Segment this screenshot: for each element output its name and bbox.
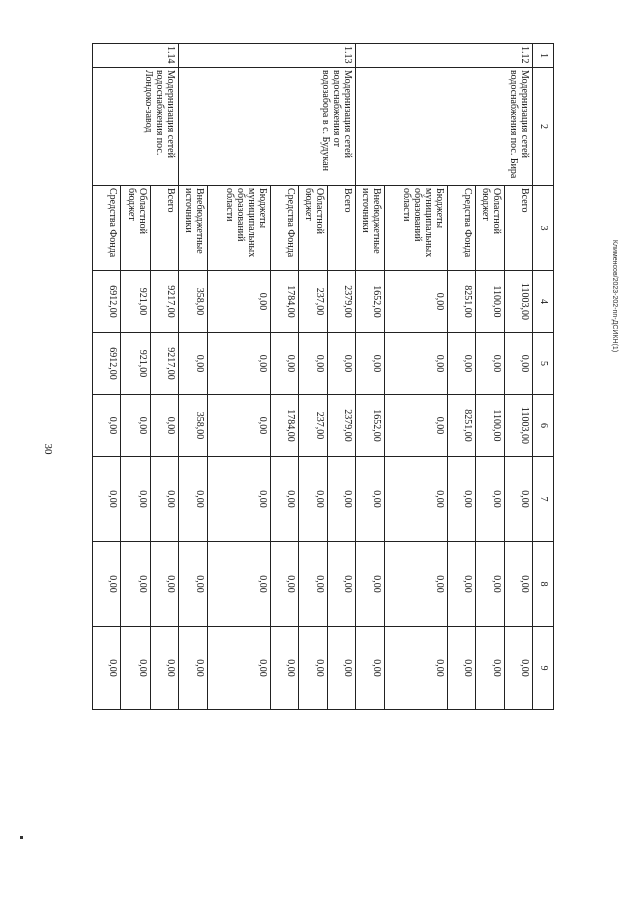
amount-cell: 1652,00 <box>356 395 385 457</box>
funding-source: Бюджеты муниципальных образований области <box>207 186 270 271</box>
table-frame <box>92 43 554 709</box>
table-row <box>327 44 355 710</box>
rotated-table <box>92 43 554 709</box>
amount-cell: 0,00 <box>356 457 385 542</box>
amount-cell: 11003,00 <box>505 271 533 333</box>
amount-cell: 6912,00 <box>93 271 121 333</box>
col-header: 3 <box>533 186 554 271</box>
funding-source: Всего <box>505 186 533 271</box>
amount-cell: 0,00 <box>178 333 207 395</box>
amount-cell: 0,00 <box>298 627 327 710</box>
amount-cell: 0,00 <box>385 395 448 457</box>
amount-cell: 0,00 <box>121 542 150 627</box>
table-row <box>505 44 533 710</box>
amount-cell: 0,00 <box>476 542 505 627</box>
amount-cell: 0,00 <box>270 627 298 710</box>
amount-cell: 2379,00 <box>327 271 355 333</box>
amount-cell: 358,00 <box>178 395 207 457</box>
amount-cell: 0,00 <box>505 333 533 395</box>
amount-cell: 0,00 <box>121 457 150 542</box>
col-header: 8 <box>533 542 554 627</box>
col-header: 1 <box>533 44 554 68</box>
amount-cell: 6912,00 <box>93 333 121 395</box>
amount-cell: 0,00 <box>356 542 385 627</box>
amount-cell: 0,00 <box>207 271 270 333</box>
amount-cell: 1100,00 <box>476 395 505 457</box>
amount-cell: 0,00 <box>298 457 327 542</box>
col-header: 7 <box>533 457 554 542</box>
amount-cell: 0,00 <box>448 457 476 542</box>
amount-cell: 0,00 <box>327 627 355 710</box>
item-number: 1.13 <box>178 44 355 68</box>
amount-cell: 237,00 <box>298 271 327 333</box>
table-body <box>93 44 554 710</box>
amount-cell: 0,00 <box>178 542 207 627</box>
amount-cell: 1100,00 <box>476 271 505 333</box>
amount-cell: 921,00 <box>121 271 150 333</box>
funding-source: Всего <box>150 186 178 271</box>
header-row <box>533 44 554 710</box>
amount-cell: 0,00 <box>207 395 270 457</box>
amount-cell: 0,00 <box>476 457 505 542</box>
amount-cell: 0,00 <box>327 542 355 627</box>
amount-cell: 0,00 <box>505 542 533 627</box>
amount-cell: 0,00 <box>385 627 448 710</box>
item-name: Модернизация сетей водоснабжения пос. Лондоко-завод <box>93 68 179 186</box>
amount-cell: 0,00 <box>93 457 121 542</box>
amount-cell: 0,00 <box>207 333 270 395</box>
funding-source: Областной бюджет <box>298 186 327 271</box>
amount-cell: 1784,00 <box>270 395 298 457</box>
amount-cell: 0,00 <box>178 457 207 542</box>
col-header: 9 <box>533 627 554 710</box>
funding-source: Областной бюджет <box>476 186 505 271</box>
amount-cell: 0,00 <box>207 627 270 710</box>
funding-source: Внебюджетные источники <box>178 186 207 271</box>
col-header: 2 <box>533 68 554 186</box>
amount-cell: 0,00 <box>327 333 355 395</box>
amount-cell: 237,00 <box>298 395 327 457</box>
amount-cell: 0,00 <box>93 542 121 627</box>
item-name: Модернизация сетей водоснабжения от водозабора в с. Будукан <box>178 68 355 186</box>
amount-cell: 1652,00 <box>356 271 385 333</box>
amount-cell: 0,00 <box>476 627 505 710</box>
funding-source: Внебюджетные источники <box>356 186 385 271</box>
amount-cell: 11003,00 <box>505 395 533 457</box>
funding-source: Средства Фонда <box>93 186 121 271</box>
amount-cell: 0,00 <box>356 627 385 710</box>
funding-source: Средства Фонда <box>448 186 476 271</box>
amount-cell: 0,00 <box>121 395 150 457</box>
amount-cell: 0,00 <box>448 627 476 710</box>
amount-cell: 921,00 <box>121 333 150 395</box>
amount-cell: 8251,00 <box>448 395 476 457</box>
funding-source: Областной бюджет <box>121 186 150 271</box>
amount-cell: 0,00 <box>298 542 327 627</box>
page-number: 30 <box>42 443 54 455</box>
amount-cell: 0,00 <box>385 457 448 542</box>
amount-cell: 0,00 <box>150 542 178 627</box>
amount-cell: 358,00 <box>178 271 207 333</box>
item-number: 1.14 <box>93 44 179 68</box>
amount-cell: 0,00 <box>505 457 533 542</box>
amount-cell: 0,00 <box>270 333 298 395</box>
amount-cell: 9217,00 <box>150 271 178 333</box>
amount-cell: 8251,00 <box>448 271 476 333</box>
table-row <box>150 44 178 710</box>
amount-cell: 0,00 <box>298 333 327 395</box>
col-header: 6 <box>533 395 554 457</box>
amount-cell: 0,00 <box>356 333 385 395</box>
col-header: 4 <box>533 271 554 333</box>
amount-cell: 1784,00 <box>270 271 298 333</box>
funding-source: Средства Фонда <box>270 186 298 271</box>
amount-cell: 0,00 <box>505 627 533 710</box>
amount-cell: 9217,00 <box>150 333 178 395</box>
amount-cell: 0,00 <box>207 457 270 542</box>
item-name: Модернизация сетей водоснабжения пос. Бира <box>356 68 533 186</box>
amount-cell: 0,00 <box>93 627 121 710</box>
amount-cell: 0,00 <box>476 333 505 395</box>
amount-cell: 0,00 <box>207 542 270 627</box>
amount-cell: 2379,00 <box>327 395 355 457</box>
amount-cell: 0,00 <box>150 395 178 457</box>
amount-cell: 0,00 <box>385 271 448 333</box>
footer-reference: Клименсов/2023-202-nn-ДСИКН(1) <box>611 239 618 353</box>
amount-cell: 0,00 <box>121 627 150 710</box>
amount-cell: 0,00 <box>93 395 121 457</box>
funding-source: Бюджеты муниципальных образований области <box>385 186 448 271</box>
amount-cell: 0,00 <box>385 333 448 395</box>
item-number: 1.12 <box>356 44 533 68</box>
amount-cell: 0,00 <box>150 457 178 542</box>
col-header: 5 <box>533 333 554 395</box>
amount-cell: 0,00 <box>150 627 178 710</box>
scan-dot <box>20 836 23 839</box>
amount-cell: 0,00 <box>270 457 298 542</box>
amount-cell: 0,00 <box>448 333 476 395</box>
funding-table <box>92 43 554 710</box>
amount-cell: 0,00 <box>385 542 448 627</box>
amount-cell: 0,00 <box>270 542 298 627</box>
amount-cell: 0,00 <box>178 627 207 710</box>
amount-cell: 0,00 <box>327 457 355 542</box>
funding-source: Всего <box>327 186 355 271</box>
amount-cell: 0,00 <box>448 542 476 627</box>
